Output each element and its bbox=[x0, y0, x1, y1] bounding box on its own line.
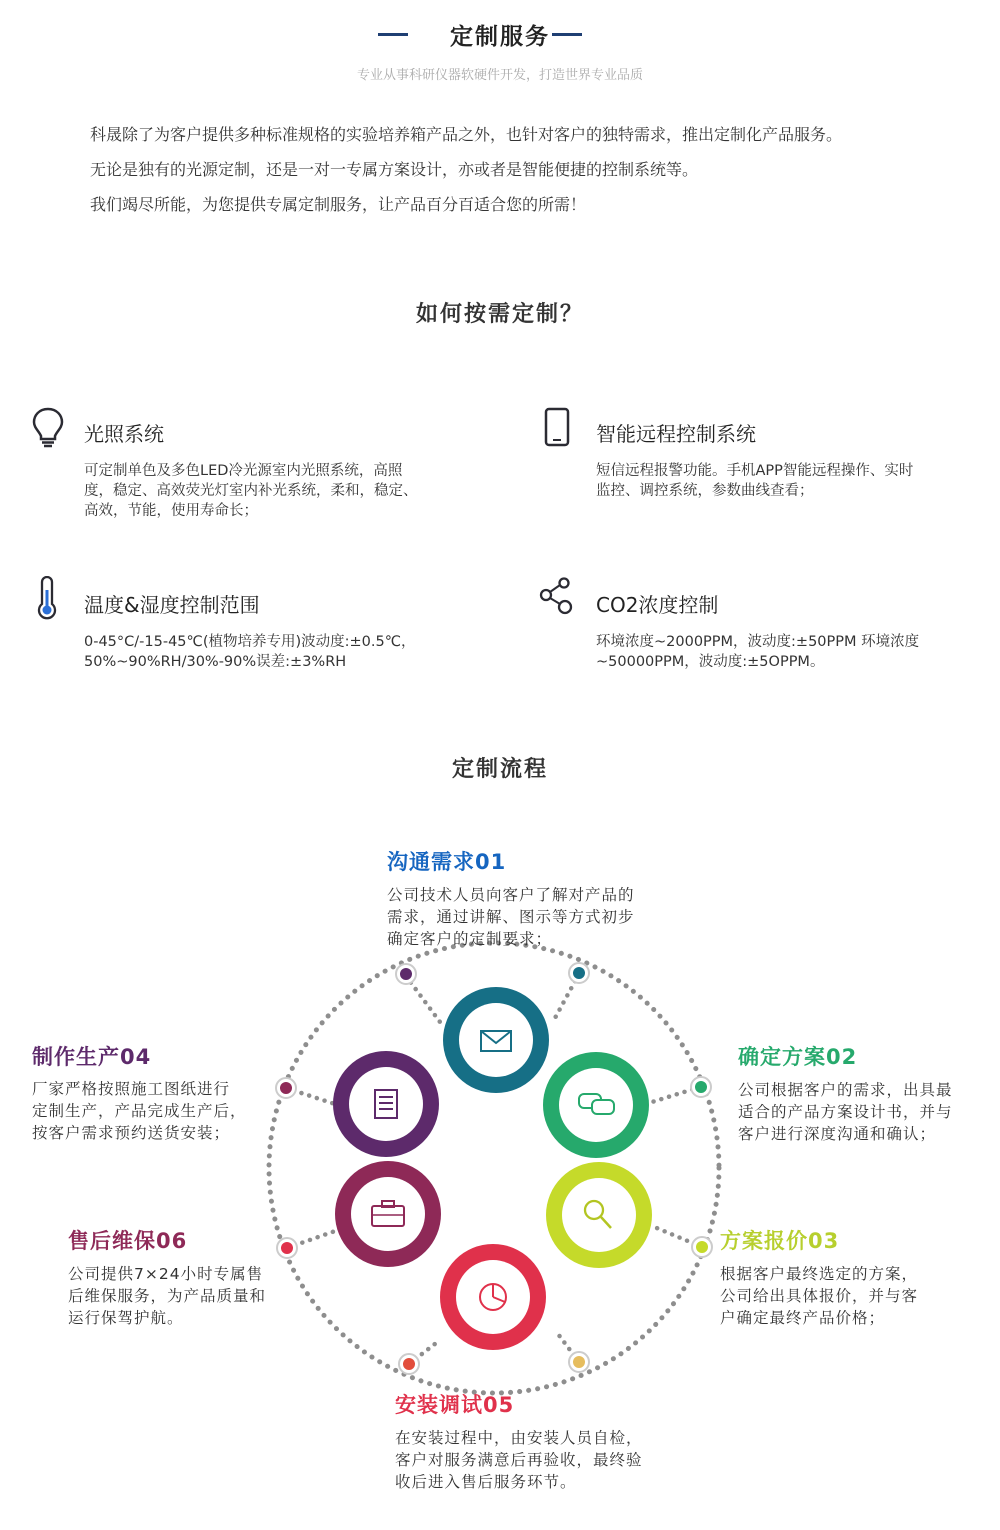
step3-desc: 根据客户最终选定的方案， 公司给出具体报价，并与客 户确定最终产品价格； bbox=[720, 1265, 919, 1327]
intro-line-1: 科晟除了为客户提供多种标准规格的实验培养箱产品之外，也针对客户的独特需求，推出定制化产品服务。 bbox=[90, 125, 843, 144]
process-title: 定制流程 bbox=[451, 757, 548, 782]
feature-co2-title: CO2浓度控制 bbox=[596, 593, 719, 617]
molecule-icon bbox=[538, 576, 574, 616]
step5-circle bbox=[440, 1244, 546, 1350]
feature-remote-desc: 短信远程报警功能。手机APP智能远程操作、实时 监控、调控系统，参数曲线查看； bbox=[596, 463, 914, 499]
step6-title: 售后维保06 bbox=[68, 1229, 188, 1253]
feature-lighting-title: 光照系统 bbox=[84, 422, 164, 446]
step3-circle bbox=[546, 1162, 652, 1268]
phone-icon bbox=[542, 406, 578, 446]
intro-line-2: 无论是独有的光源定制，还是一对一专属方案设计，亦或者是智能便捷的控制系统等。 bbox=[90, 160, 699, 179]
page-title: 定制服务 bbox=[450, 24, 550, 50]
step4-title: 制作生产04 bbox=[32, 1045, 152, 1069]
step4-desc: 厂家严格按照施工图纸进行 定制生产，产品完成生产后， 按客户需求预约送货安装； bbox=[32, 1080, 247, 1142]
intro-line-3: 我们竭尽所能，为您提供专属定制服务，让产品百分百适合您的所需！ bbox=[90, 195, 587, 214]
feature-remote-title: 智能远程控制系统 bbox=[596, 422, 756, 446]
step6-desc: 公司提供7×24小时专属售 后维保服务，为产品质量和 运行保驾护航。 bbox=[68, 1265, 267, 1327]
howto-title: 如何按需定制？ bbox=[415, 302, 584, 327]
page-subtitle: 专业从事科研仪器软硬件开发，打造世界专业品质 bbox=[356, 68, 643, 83]
step2-circle bbox=[543, 1052, 649, 1158]
thermometer-icon bbox=[32, 576, 68, 616]
step4-circle bbox=[333, 1051, 439, 1157]
step1-desc: 公司技术人员向客户了解对产品的 需求，通过讲解、图示等方式初步 确定客户的定制要求； bbox=[387, 886, 635, 948]
step5-desc: 在安装过程中，由安装人员自检， 客户对服务满意后再验收，最终验 收后进入售后服务环节。 bbox=[395, 1429, 643, 1491]
feature-co2-desc: 环境浓度~2000PPM，波动度:±50PPM 环境浓度 ~50000PPM，波动度:±5OPPM。 bbox=[596, 634, 920, 670]
step3-title: 方案报价03 bbox=[720, 1229, 840, 1253]
lightbulb-icon bbox=[30, 406, 66, 446]
step2-desc: 公司根据客户的需求，出具最 适合的产品方案设计书，并与 客户进行深度沟通和确认； bbox=[738, 1081, 953, 1143]
step6-circle bbox=[335, 1161, 441, 1267]
step5-title: 安装调试05 bbox=[395, 1393, 515, 1417]
header-decor-line-right bbox=[552, 33, 582, 36]
step1-title: 沟通需求01 bbox=[387, 850, 507, 874]
feature-temp-title: 温度&湿度控制范围 bbox=[84, 593, 260, 617]
feature-lighting-desc: 可定制单色及多色LED冷光源室内光照系统，高照 度，稳定、高效荧光灯室内补光系统，柔和，稳定、 高效，节能，使用寿命长； bbox=[84, 463, 418, 519]
step2-title: 确定方案02 bbox=[738, 1045, 858, 1069]
step1-circle bbox=[443, 987, 549, 1093]
feature-temp-desc: 0-45°C/-15-45℃(植物培养专用)波动度:±0.5℃， 50%~90%RH/30%-90%误差:±3%RH bbox=[84, 634, 416, 670]
